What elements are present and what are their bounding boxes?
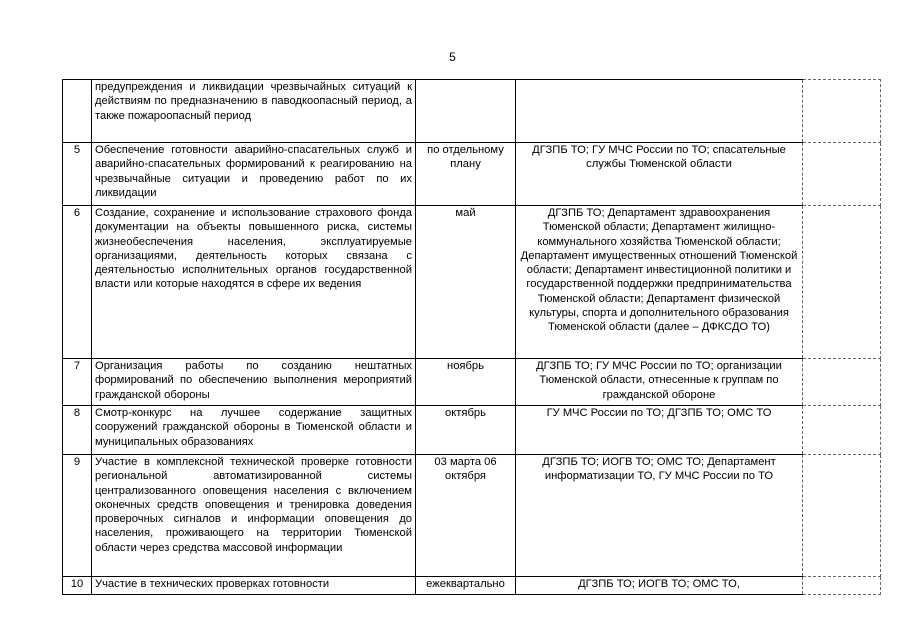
table-row — [63, 80, 881, 143]
row-number: 9 — [63, 455, 92, 577]
plan-table — [62, 79, 881, 595]
executors-text — [516, 80, 803, 143]
executors-text: ГУ МЧС России по ТО; ДГЗПБ ТО; ОМС ТО — [516, 406, 803, 455]
note-cell — [803, 406, 881, 455]
term-text — [416, 80, 516, 143]
executors-text: ДГЗПБ ТО; ГУ МЧС России по ТО; спасательные службы Тюменской области — [516, 143, 803, 206]
row-number: 6 — [63, 206, 92, 359]
table-row — [63, 455, 881, 577]
term-text: октябрь — [416, 406, 516, 455]
event-text: Организация работы по созданию нештатных формирований по обеспечению выполнения мероприятий гражданской обороны — [92, 359, 416, 406]
row-number: 10 — [63, 577, 92, 595]
table-row — [63, 359, 881, 406]
note-cell — [803, 455, 881, 577]
term-text: 03 марта 06 октября — [416, 455, 516, 577]
event-text: Участие в комплексной технической проверке готовности региональной автоматизированной системы централизованного оповещения населения с включением оконечных средств оповещения и тренировка доведения проверочных сигналов и информации оповещения до населения, проживающего на территории Тюменской области через средства массовой информации — [92, 455, 416, 577]
table-row — [63, 577, 881, 595]
table-row — [63, 406, 881, 455]
executors-text: ДГЗПБ ТО; ИОГВ ТО; ОМС ТО; Департамент информатизации ТО, ГУ МЧС России по ТО — [516, 455, 803, 577]
event-text: Создание, сохранение и использование страхового фонда документации на объекты повышенного риска, системы жизнеобеспечения населения, эксплуатируемые организациями, деятельность которых связана с деятельностью исполнительных органов государственной власти или которые находятся в сфере их ведения — [92, 206, 416, 359]
term-text: по отдельному плану — [416, 143, 516, 206]
note-cell — [803, 143, 881, 206]
note-cell — [803, 80, 881, 143]
table-row — [63, 143, 881, 206]
page-number: 5 — [449, 50, 456, 64]
row-number: 5 — [63, 143, 92, 206]
event-text: предупреждения и ликвидации чрезвычайных ситуаций к действиям по предназначению в паводкоопасный период, а также пожароопасный период — [92, 80, 416, 143]
term-text: ежеквартально — [416, 577, 516, 595]
event-text: Участие в технических проверках готовности — [92, 577, 416, 595]
note-cell — [803, 577, 881, 595]
row-number — [63, 80, 92, 143]
executors-text: ДГЗПБ ТО; ГУ МЧС России по ТО; организации Тюменской области, отнесенные к группам по гражданской обороне — [516, 359, 803, 406]
note-cell — [803, 359, 881, 406]
row-number: 8 — [63, 406, 92, 455]
event-text: Смотр-конкурс на лучшее содержание защитных сооружений гражданской обороны в Тюменской области и муниципальных образованиях — [92, 406, 416, 455]
term-text: май — [416, 206, 516, 359]
row-number: 7 — [63, 359, 92, 406]
term-text: ноябрь — [416, 359, 516, 406]
executors-text: ДГЗПБ ТО; Департамент здравоохранения Тюменской области; Департамент жилищно-коммунального хозяйства Тюменской области; Департамент имущественных отношений Тюменской области; Департамент инвестиционной политики и государственной поддержки предпринимательства Тюменской области; Департамент физической культуры, спорта и дополнительного образования Тюменской области (далее – ДФКСДО ТО) — [516, 206, 803, 359]
note-cell — [803, 206, 881, 359]
event-text: Обеспечение готовности аварийно-спасательных служб и аварийно-спасательных формирований к реагированию на чрезвычайные ситуации и проведению работ по их ликвидации — [92, 143, 416, 206]
executors-text: ДГЗПБ ТО; ИОГВ ТО; ОМС ТО, — [516, 577, 803, 595]
table-row — [63, 206, 881, 359]
